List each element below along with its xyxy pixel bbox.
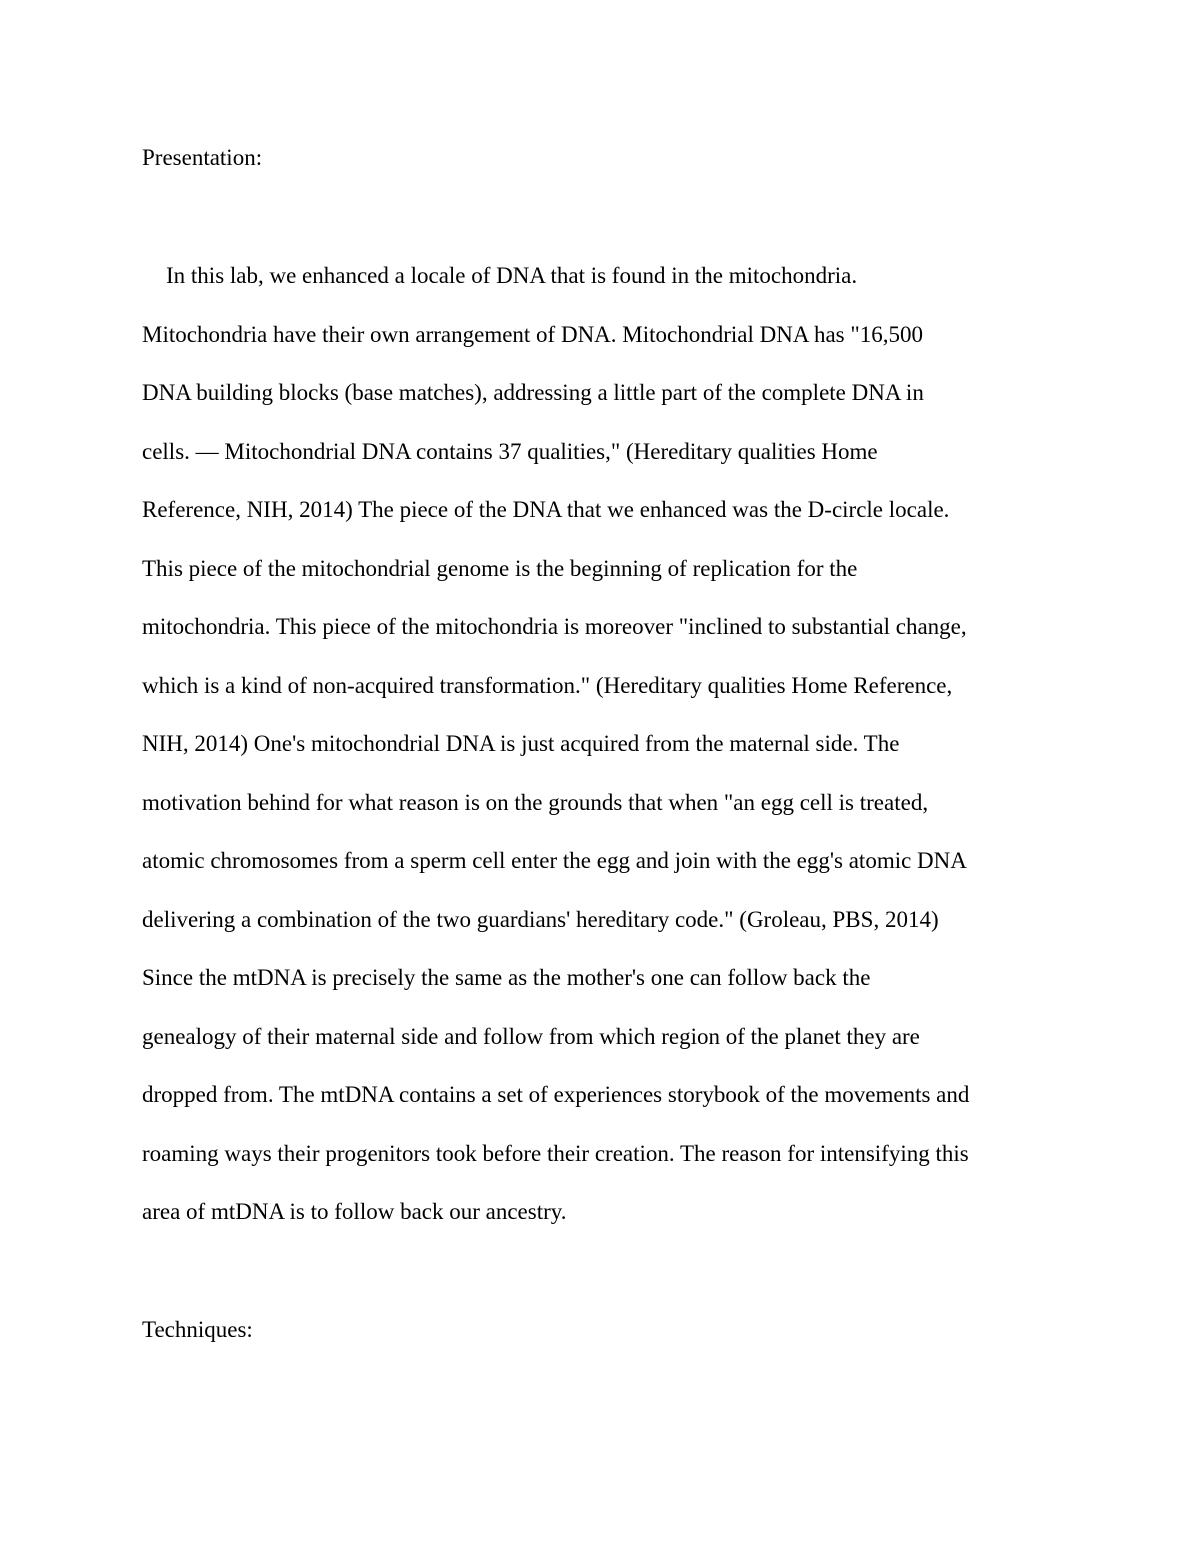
paragraph-line: delivering a combination of the two guardians' hereditary code." (Groleau, PBS, 2014) — [142, 907, 939, 932]
paragraph-line: Since the mtDNA is precisely the same as the mother's one can follow back the — [142, 965, 871, 990]
paragraph-line: mitochondria. This piece of the mitochondria is moreover "inclined to substantial change, — [142, 614, 967, 639]
paragraph-line: This piece of the mitochondrial genome is the beginning of replication for the — [142, 556, 858, 581]
paragraph-line: Reference, NIH, 2014) The piece of the DNA that we enhanced was the D-circle locale. — [142, 497, 950, 522]
paragraph-line: roaming ways their progenitors took before their creation. The reason for intensifying this — [142, 1141, 969, 1166]
paragraph-line: which is a kind of non-acquired transformation." (Hereditary qualities Home Reference, — [142, 673, 953, 698]
paragraph-line: genealogy of their maternal side and follow from which region of the planet they are — [142, 1024, 920, 1049]
paragraph-line: atomic chromosomes from a sperm cell enter the egg and join with the egg's atomic DNA — [142, 848, 967, 873]
section-heading-presentation: Presentation: — [142, 145, 263, 170]
section-heading-techniques: Techniques: — [142, 1317, 253, 1342]
paragraph-line: motivation behind for what reason is on the grounds that when "an egg cell is treated, — [142, 790, 929, 815]
paragraph-line: NIH, 2014) One's mitochondrial DNA is just acquired from the maternal side. The — [142, 731, 900, 756]
paragraph-line: dropped from. The mtDNA contains a set of experiences storybook of the movements and — [142, 1082, 970, 1107]
paragraph-line: cells. — Mitochondrial DNA contains 37 qualities," (Hereditary qualities Home — [142, 439, 878, 464]
paragraph-line: area of mtDNA is to follow back our ancestry. — [142, 1199, 567, 1224]
paragraph-line: Mitochondria have their own arrangement of DNA. Mitochondrial DNA has "16,500 — [142, 322, 923, 347]
paragraph-line: DNA building blocks (base matches), addressing a little part of the complete DNA in — [142, 380, 924, 405]
paragraph-line: In this lab, we enhanced a locale of DNA that is found in the mitochondria. — [166, 263, 858, 288]
